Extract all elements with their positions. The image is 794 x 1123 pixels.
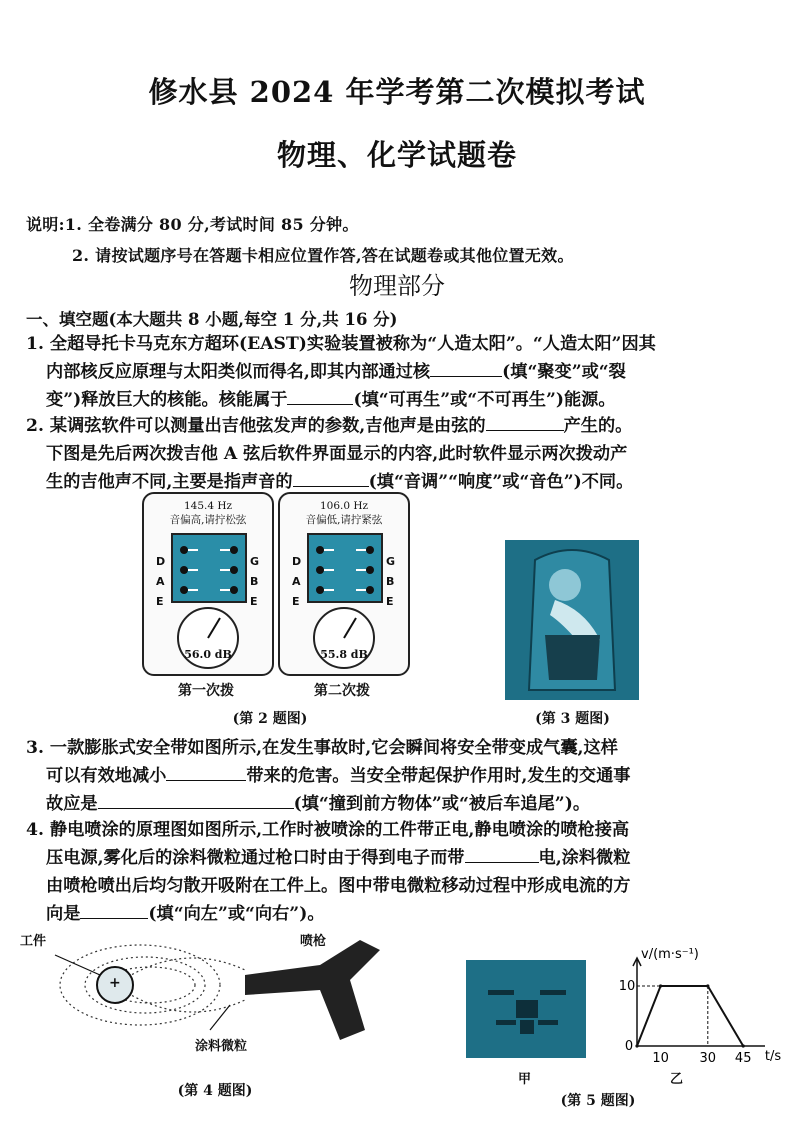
section-title: 物理部分	[349, 272, 445, 300]
q3-line-a: 3. 一款膨胀式安全带如图所示,在发生事故时,它会瞬间将安全带变成气囊,这样	[26, 738, 618, 758]
instruction-line-2: 2. 请按试题序号在答题卡相应位置作答,答在试题卷或其他位置无效。	[72, 246, 574, 265]
tuner-hint: 音偏低,请拧紧弦	[305, 514, 383, 526]
panel-2-label: 第二次拨	[314, 683, 370, 699]
string-labels-right: G B E	[250, 555, 260, 608]
label-yi: 乙	[670, 1072, 684, 1087]
tuner-hint: 音偏高,请拧松弦	[169, 514, 247, 526]
q1-line-c	[26, 386, 771, 414]
question-4	[26, 816, 771, 928]
q1-text-b: 内部核反应原理与太阳类似而得名,即其内部通过核	[46, 362, 431, 382]
q3-line-b	[26, 762, 771, 790]
figure-3-caption: (第 3 题图)	[535, 711, 610, 727]
q2-text-e: (填“音调”“响度”或“音色”)不同。	[368, 472, 634, 492]
q1-line-b	[26, 358, 771, 386]
answer-blank[interactable]	[166, 762, 246, 781]
data-point	[659, 984, 662, 987]
label-jia: 甲	[518, 1072, 532, 1087]
q2-text-a: 2. 某调弦软件可以测量出吉他弦发声的参数,吉他声是由弦的	[26, 416, 486, 436]
answer-blank[interactable]	[486, 412, 564, 431]
spray-gun-icon	[245, 940, 380, 1040]
seatbelt-photo	[505, 540, 639, 700]
tuner-frequency: 145.4 Hz	[183, 500, 233, 512]
tuner-decibel: 56.0 dB	[184, 648, 232, 661]
instruction-line-1: 说明:1. 全卷满分 80 分,考试时间 85 分钟。	[26, 215, 359, 234]
drone-photo	[466, 960, 586, 1058]
string-labels-left: D A E	[156, 555, 166, 608]
q4-text-b: 压电源,雾化后的涂料微粒通过枪口时由于得到电子而带	[46, 848, 465, 868]
label-spray-gun: 喷枪	[300, 934, 327, 949]
figure-5-caption: (第 5 题图)	[560, 1093, 636, 1109]
q3-text-c: 带来的危害。当安全带起保护作用时,发生的交通事	[246, 766, 631, 786]
tuner-panel-1	[142, 492, 274, 676]
origin-label: 0	[624, 1039, 634, 1054]
vt-chart-svg	[615, 947, 782, 1078]
answer-blank[interactable]	[293, 468, 369, 487]
exam-title: 修水县 2024 年学考第二次模拟考试	[148, 75, 646, 109]
data-point	[706, 984, 709, 987]
y-tick-label: 10	[618, 979, 636, 994]
answer-blank[interactable]	[98, 790, 294, 809]
q4-line-e	[26, 900, 771, 928]
answer-blank[interactable]	[80, 900, 148, 919]
q3-text-e: (填“撞到前方物体”或“被后车追尾”)。	[293, 794, 591, 814]
q2-line-c: 下图是先后两次拨吉他 A 弦后软件界面显示的内容,此时软件显示两次拨动产	[46, 444, 628, 464]
data-point	[635, 1044, 638, 1047]
series-line	[637, 986, 743, 1046]
q4-line-d: 由喷枪喷出后均匀散开吸附在工件上。图中带电微粒移动过程中形成电流的方	[46, 876, 631, 896]
q4-text-f: (填“向左”或“向右”)。	[148, 904, 325, 924]
figure-2-caption: (第 2 题图)	[232, 711, 308, 727]
q3-text-b: 可以有效地减小	[46, 766, 167, 786]
q3-text-d: 故应是	[46, 794, 98, 814]
answer-blank[interactable]	[465, 844, 539, 863]
question-2	[26, 412, 771, 496]
q2-line-a	[26, 412, 771, 440]
q1-text-c: (填“聚变”或“裂	[502, 362, 626, 382]
q2-text-b: 产生的。	[563, 416, 633, 436]
q4-line-b	[26, 844, 771, 872]
q1-line-a: 1. 全超导托卡马克东方超环(EAST)实验装置被称为“人造太阳”。“人造太阳”因其	[26, 334, 656, 354]
figure-4-caption: (第 4 题图)	[177, 1083, 253, 1099]
answer-blank[interactable]	[430, 358, 502, 377]
plus-sign: +	[109, 975, 121, 991]
tuner-decibel: 55.8 dB	[320, 648, 368, 661]
q4-line-a: 4. 静电喷涂的原理图如图所示,工作时被喷涂的工件带正电,静电喷涂的喷枪接高	[26, 820, 630, 840]
label-particles: 涂料微粒	[195, 1039, 248, 1054]
velocity-time-chart	[615, 947, 782, 1078]
string-labels-left: D A E	[292, 555, 302, 608]
q1-text-d: 变”)释放巨大的核能。核能属于	[46, 390, 288, 410]
answer-blank[interactable]	[287, 386, 353, 405]
string-labels-right: G B E	[386, 555, 396, 608]
y-axis-label: v/(m·s⁻¹)	[641, 947, 699, 962]
spray-diagram	[20, 930, 400, 1070]
x-tick-label: 10	[652, 1051, 669, 1066]
x-tick-label: 45	[734, 1051, 752, 1066]
q4-text-e: 向是	[46, 904, 81, 924]
question-1	[26, 330, 771, 414]
tuner-panel-2	[278, 492, 410, 676]
airbag-seatbelt-icon	[505, 540, 639, 700]
q3-line-c	[26, 790, 771, 818]
question-3	[26, 734, 771, 818]
exam-subtitle: 物理、化学试题卷	[276, 138, 517, 172]
x-tick-label: 30	[699, 1051, 717, 1066]
q4-text-c: 电,涂料微粒	[538, 848, 631, 868]
x-axis-label: t/s	[764, 1049, 782, 1064]
drone-icon	[466, 960, 586, 1058]
q2-text-d: 生的吉他声不同,主要是指声音的	[46, 472, 293, 492]
tuner-frequency: 106.0 Hz	[319, 500, 369, 512]
panel-1-label: 第一次拨	[178, 683, 234, 699]
section-heading: 一、填空题(本大题共 8 小题,每空 1 分,共 16 分)	[26, 310, 398, 329]
label-workpiece: 工件	[20, 934, 47, 949]
q1-text-e: (填“可再生”或“不可再生”)能源。	[353, 390, 616, 410]
data-point	[742, 1044, 745, 1047]
